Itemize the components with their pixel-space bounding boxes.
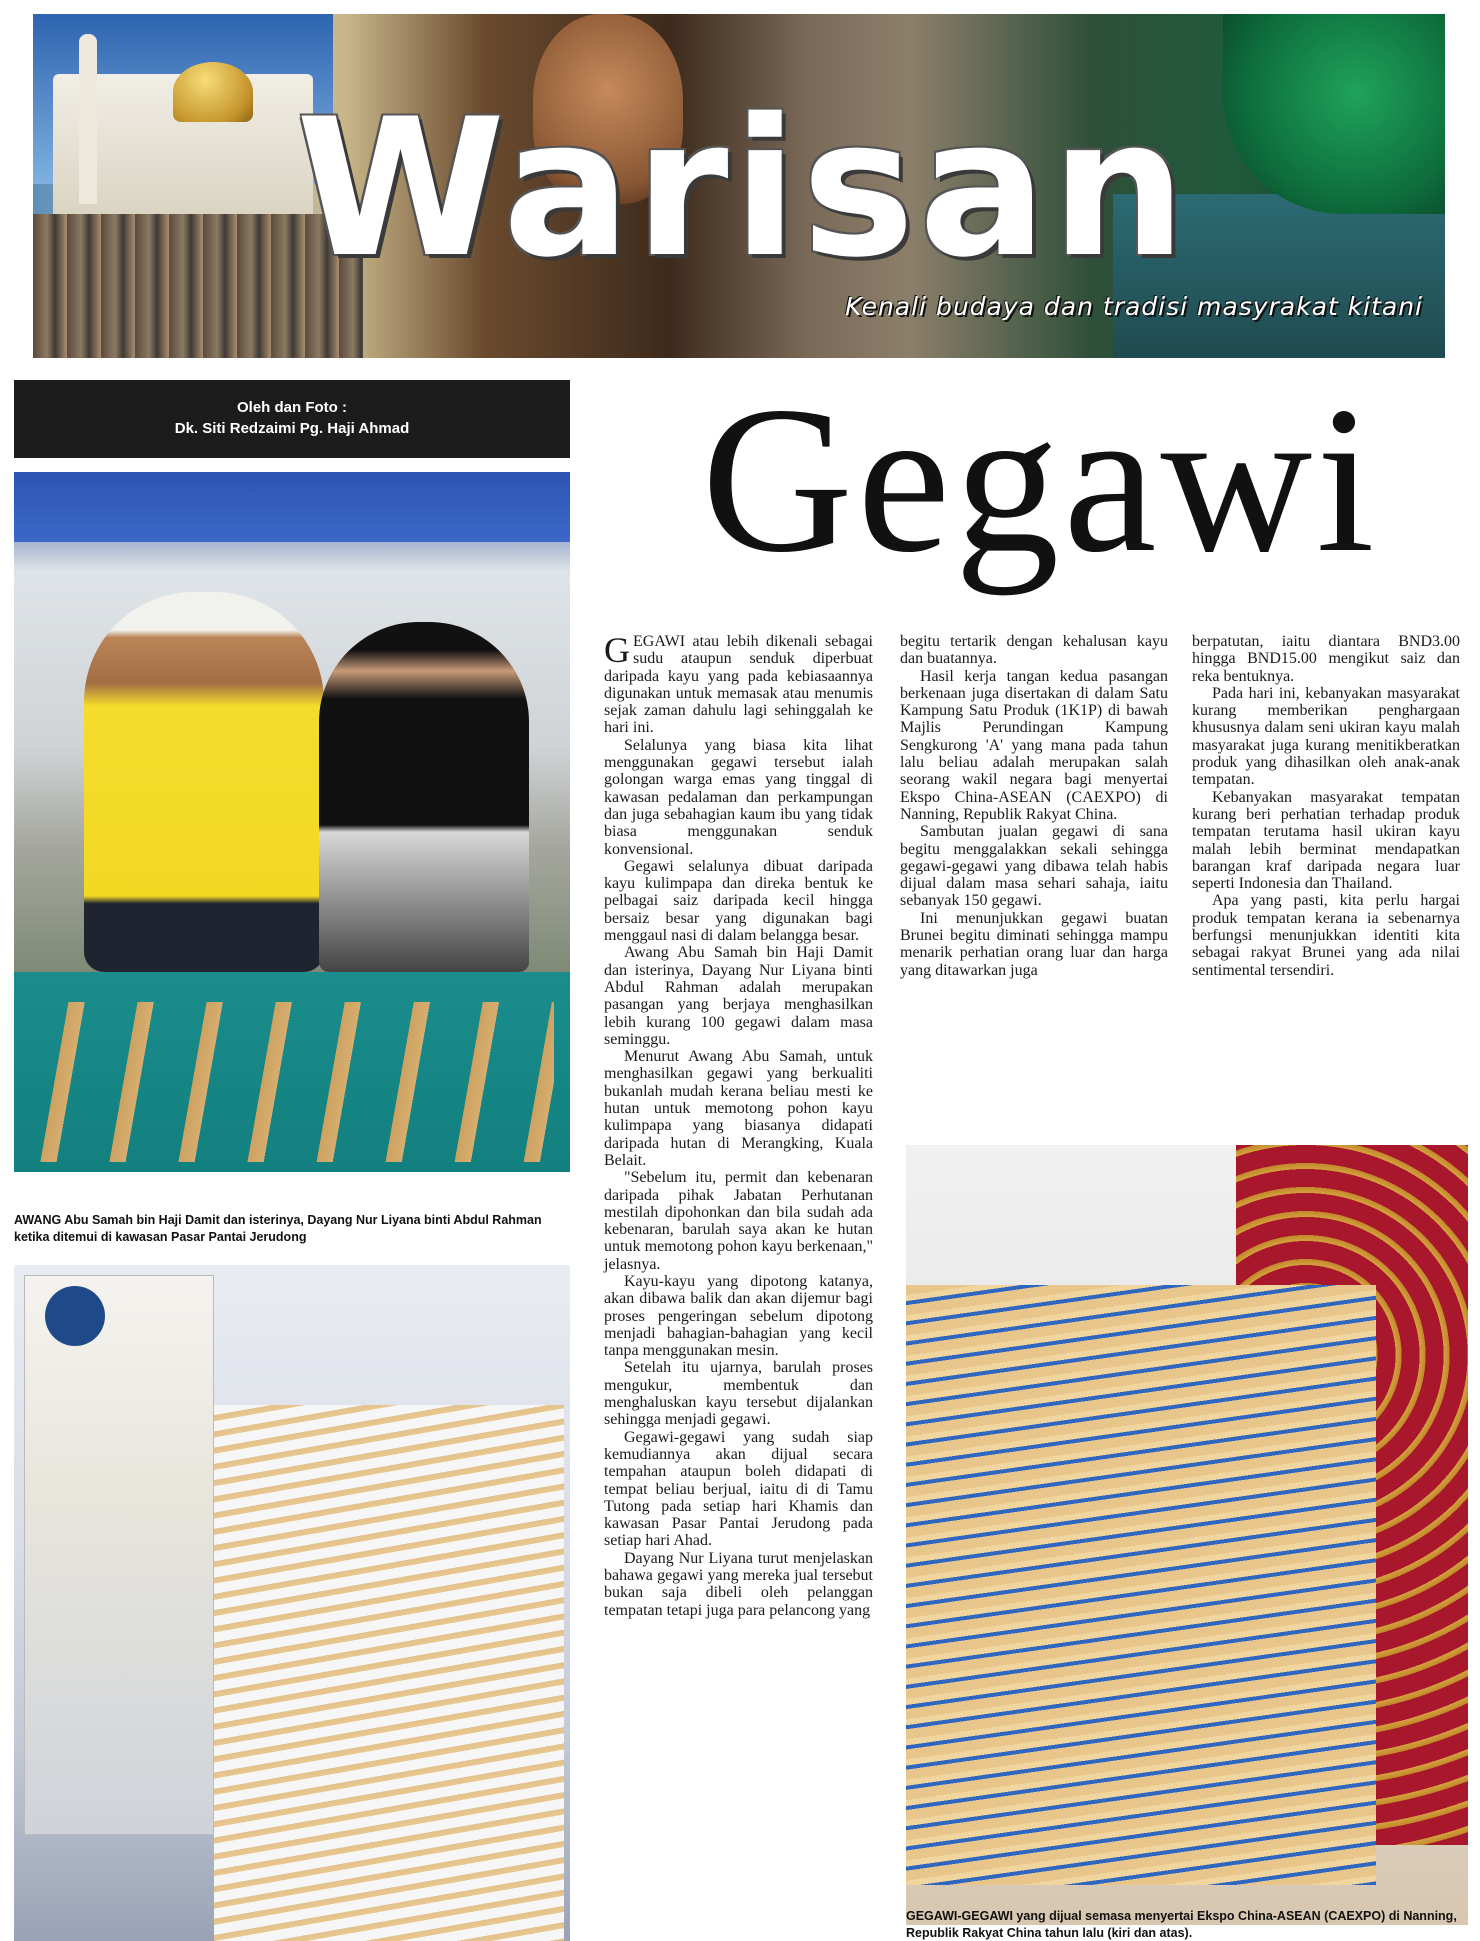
article-paragraph: "Sebelum itu, permit dan kebenaran daripada pihak Jabatan Perhutanan mestilah dipohonkan dan bila sudah ada kebenaran, barulah saya akan ke hutan untuk memotong pohon kayu berkenaan," jelasnya. [604, 1169, 873, 1273]
article-paragraph: berpatutan, iaitu diantara BND3.00 hingga BND15.00 mengikut saiz dan reka bentuknya. [1192, 633, 1460, 685]
article-paragraph: Sambutan jualan gegawi di sana begitu menggalakkan sekali sehingga gegawi-gegawi yang dibawa telah habis dijual dalam masa sehari sahaja, iaitu sebanyak 150 gegawi. [900, 823, 1168, 910]
article-paragraph: Hasil kerja tangan kedua pasangan berkenaan juga disertakan di dalam Satu Kampung Satu Produk (1K1P) di bawah Majlis Perundingan Kampung Sengkurong 'A' yang mana pada tahun lalu beliau adalah merupakan salah seorang wakil negara bagi menyertai Ekspo China-ASEAN (CAEXPO) di Nanning, Republik Rakyat China. [900, 667, 1168, 823]
article-paragraph: Kebanyakan masyarakat tempatan kurang beri perhatian terhadap produk tempatan terutama hasil ukiran kayu malah lebih berminat mendapatkan barangan kraf daripada negara luar seperti Indonesia dan Thailand. [1192, 788, 1460, 893]
article-paragraph: Gegawi selalunya dibuat daripada kayu kulimpapa dan direka bentuk ke pelbagai saiz daripada kecil hingga bersaiz besar yang digunakan bagi menggaul nasi di dalam belangga besar. [604, 857, 873, 945]
article-paragraph: GEGAWI atau lebih dikenali sebagai sudu ataupun senduk diperbuat daripada kayu yang pada kebiasaannya digunakan untuk memasak atau menumis sejak zaman dahulu lagi sehinggalah ke hari ini. [604, 630, 873, 737]
photo-exhibit [14, 1265, 570, 1941]
article-paragraph: Awang Abu Samah bin Haji Damit dan isterinya, Dayang Nur Liyana binti Abdul Rahman adalah merupakan pasangan yang berjaya menghasilkan lebih kurang 100 gegawi dalam masa seminggu. [604, 944, 873, 1048]
photo-spoons-table [14, 972, 570, 1172]
article-column-2 [900, 633, 1168, 979]
spoon-trays-image [906, 1285, 1376, 1885]
woman-figure [319, 622, 529, 972]
photo-caption-couple: AWANG Abu Samah bin Haji Damit dan isterinya, Dayang Nur Liyana binti Abdul Rahman ketika ditemui di kawasan Pasar Pantai Jerudong [14, 1213, 542, 1244]
byline-label: Oleh dan Foto : [237, 399, 347, 416]
canopy-image [14, 472, 570, 542]
article-paragraph: Menurut Awang Abu Samah, untuk menghasilkan gegawi yang berkualiti bukanlah mudah kerana beliau mesti ke hutan untuk memotong pohon kayu kulimpapa yang biasanya didapati daripada hutan di Merangking, Kuala Belait. [604, 1048, 873, 1169]
banner [33, 14, 1445, 358]
dropcap: G [604, 630, 630, 670]
banner-tagline: Kenali budaya dan tradisi masyrakat kitani [845, 292, 1423, 321]
article-paragraph: Pada hari ini, kebanyakan masyarakat kurang memberikan penghargaan khususnya dalam seni ukiran kayu malah masyarakat juga kurang menitikberatkan produk yang dihasilkan oleh anak-anak tempatan. [1192, 684, 1460, 789]
byline-box [14, 380, 570, 458]
article-paragraph: Kayu-kayu yang dipotong katanya, akan dibawa balik dan akan dijemur bagi proses pengeringan sebelum dipotong menjadi bahagian-bahagian yang kecil tanpa menggunakan mesin. [604, 1272, 873, 1360]
mosque-dome-image [173, 62, 253, 122]
spoon-display-image [214, 1405, 564, 1941]
article-paragraph: Gegawi-gegawi yang sudah siap kemudiannya akan dijual secara tempahan ataupun boleh didapati di tempat beliau berjual, iaitu di di Tamu Tutong pada setiap hari Khamis dan kawasan Pasar Pantai Jerudong pada setiap hari Ahad. [604, 1428, 873, 1550]
wooden-spoons-image [34, 1002, 554, 1162]
photo-couple [14, 472, 570, 972]
article-paragraph: Setelah itu ujarnya, barulah proses mengukur, membentuk dan menghaluskan kayu tersebut dijalankan sehingga menjadi gegawi. [604, 1359, 873, 1429]
article-paragraph: Selalunya yang biasa kita lihat menggunakan gegawi tersebut ialah golongan warga emas yang tinggal di kawasan pedalaman dan perkampungan dan juga sebahagian kaum ibu yang tidak biasa menggunakan senduk konvensional. [604, 736, 873, 858]
songkok-image [1223, 14, 1445, 214]
article-column-3 [1192, 633, 1460, 979]
article-paragraph: begitu tertarik dengan kehalusan kayu dan buatannya. [900, 633, 1168, 668]
article-paragraph: Ini menunjukkan gegawi buatan Brunei begitu diminati sehingga mampu menarik perhatian orang luar dan harga yang ditawarkan juga [900, 909, 1168, 979]
minaret-image [79, 34, 97, 204]
article-paragraph: Dayang Nur Liyana turut menjelaskan bahawa gegawi yang mereka jual tersebut bukan saja dibeli oleh pelanggan tempatan tetapi juga para pelancong yang [604, 1549, 873, 1619]
banner-title: Warisan [295, 78, 1191, 299]
photo-caption-caexpo: GEGAWI-GEGAWI yang dijual semasa menyertai Ekspo China-ASEAN (CAEXPO) di Nanning, Republik Rakyat China tahun lalu (kiri dan atas). [906, 1909, 1457, 1940]
exhibit-poster [24, 1275, 214, 1835]
photo-trays [906, 1145, 1468, 1925]
page-title: Gegawi [701, 364, 1379, 596]
emblem-icon [45, 1286, 105, 1346]
article-column-1 [604, 630, 873, 1619]
article-paragraph: Apa yang pasti, kita perlu hargai produk tempatan kerana ia sebenarnya berfungsi menunjukkan identiti kita sebagai rakyat Brunei yang ada nilai sentimental tersendiri. [1192, 892, 1460, 979]
man-figure [84, 592, 324, 972]
byline-author: Dk. Siti Redzaimi Pg. Haji Ahmad [174, 420, 410, 437]
